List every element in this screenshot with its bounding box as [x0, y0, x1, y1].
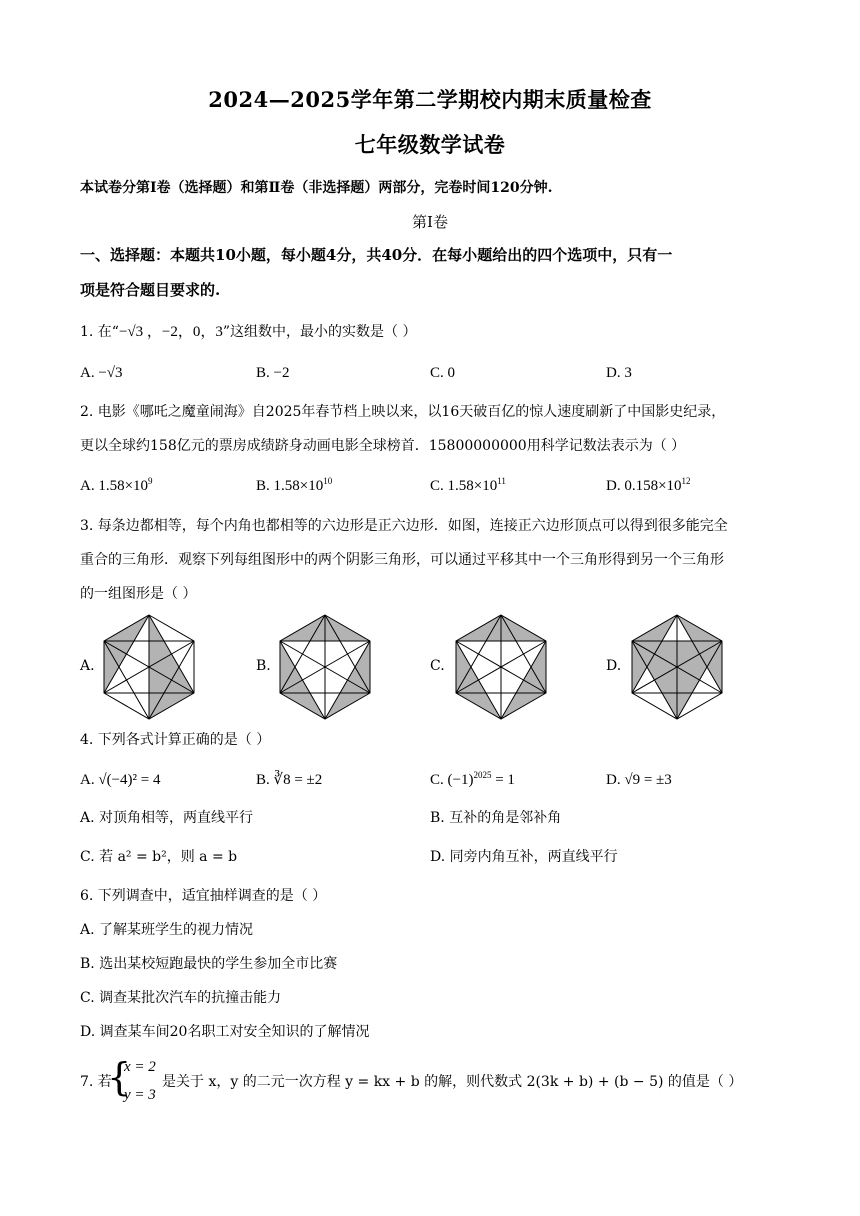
q4-option-a[interactable]: A. √(−4)² = 4: [80, 772, 161, 788]
q1-post: ”这组数中，最小的实数是（ ）: [222, 324, 417, 340]
q3-stem-line3: 的一组图形是（ ）: [80, 586, 197, 602]
q5-option-b[interactable]: B. 互补的角是邻补角: [430, 810, 562, 826]
q3-option-a-label[interactable]: A.: [80, 658, 95, 674]
q2-d-exp: 12: [681, 476, 691, 486]
q6-stem: 6. 下列调查中，适宜抽样调查的是（ ）: [80, 888, 327, 904]
q3-figure-a[interactable]: [94, 612, 204, 722]
q6-option-c[interactable]: C. 调查某批次汽车的抗撞击能力: [80, 990, 282, 1006]
q2-b-exp: 10: [323, 476, 333, 486]
section-title: 第Ⅰ卷: [412, 213, 448, 231]
q4-option-b[interactable]: B. ∛8 = ±2: [256, 772, 323, 788]
q2-stem-line2: 更以全球约158亿元的票房成绩跻身动画电影全球榜首．15800000000用科学记数法表示为（ ）: [80, 438, 686, 454]
q1-pre: 1. 在“: [80, 324, 119, 340]
q7-brace: {: [107, 1055, 132, 1099]
q7-post: 是关于 x，y 的二元一次方程 y = kx + b 的解，则代数式 2(3k + b) + (b − 5) 的值是（ ）: [162, 1074, 743, 1090]
q3-option-b-label[interactable]: B.: [256, 658, 271, 674]
q2-option-b[interactable]: [256, 476, 332, 496]
q3-figure-b[interactable]: [270, 612, 380, 722]
q4-stem: 4. 下列各式计算正确的是（ ）: [80, 732, 271, 748]
q3-figure-c[interactable]: [446, 612, 556, 722]
q7-eq1: x = 2: [124, 1059, 156, 1075]
q1-stem: [80, 322, 416, 342]
q4-c-exp: 2025: [473, 770, 492, 780]
q3-stem-line1: 3. 每条边都相等，每个内角也都相等的六边形是正六边形．如图，连接正六边形顶点可以得到很多能完全: [80, 518, 728, 534]
q5-option-c[interactable]: C. 若 a² = b²，则 a = b: [80, 849, 238, 865]
q3-option-c-label[interactable]: C.: [430, 658, 445, 674]
q1-option-a[interactable]: A. −√3: [80, 365, 123, 381]
q3-stem-line2: 重合的三角形．观察下列每组图形中的两个阴影三角形，可以通过平移其中一个三角形得到另一个三角形: [80, 552, 724, 568]
q4-option-d[interactable]: D. √9 = ±3: [606, 772, 672, 788]
q2-option-c[interactable]: [430, 476, 506, 496]
q6-option-a[interactable]: A. 了解某班学生的视力情况: [80, 922, 254, 938]
q6-option-d[interactable]: D. 调查某车间20名职工对安全知识的了解情况: [80, 1024, 370, 1040]
q2-stem-line1: 2. 电影《哪吒之魔童闹海》自2025年春节档上映以来，以16天破百亿的惊人速度刷新了中国影史纪录，: [80, 404, 726, 420]
q2-d-base: D. 0.158×10: [606, 478, 682, 494]
q1-terms: −√3 ，−2，0，3: [118, 324, 223, 340]
part-heading-line1: 一、选择题：本题共10小题，每小题4分，共40分．在每小题给出的四个选项中，只有一: [80, 246, 673, 264]
q6-option-b[interactable]: B. 选出某校短跑最快的学生参加全市比赛: [80, 956, 338, 972]
q4-c-base: C. (−1): [430, 772, 474, 788]
q2-a-exp: 9: [148, 476, 153, 486]
exam-title: 2024—2025学年第二学期校内期末质量检查: [208, 87, 652, 112]
q3-option-d-label[interactable]: D.: [606, 658, 622, 674]
q2-c-base: C. 1.58×10: [430, 478, 498, 494]
q5-option-a[interactable]: A. 对顶角相等，两直线平行: [80, 810, 254, 826]
q2-a-base: A. 1.58×10: [80, 478, 149, 494]
q5-option-d[interactable]: D. 同旁内角互补，两直线平行: [430, 849, 618, 865]
q2-option-d[interactable]: [606, 476, 691, 496]
q1-option-b[interactable]: B. −2: [256, 365, 290, 381]
q4-c-tail: = 1: [491, 772, 515, 788]
shaded-triangle: [149, 615, 194, 719]
q3-figure-d[interactable]: [622, 612, 732, 722]
exam-intro: 本试卷分第Ⅰ卷（选择题）和第Ⅱ卷（非选择题）两部分，完卷时间120分钟.: [80, 180, 553, 196]
q4-option-c[interactable]: [430, 770, 515, 790]
q2-c-exp: 11: [497, 476, 506, 486]
q7-eq2: y = 3: [124, 1087, 156, 1103]
q1-option-c[interactable]: C. 0: [430, 365, 456, 381]
exam-subtitle: 七年级数学试卷: [354, 132, 506, 157]
q2-option-a[interactable]: [80, 476, 153, 496]
q1-option-d[interactable]: D. 3: [606, 365, 632, 381]
q2-b-base: B. 1.58×10: [256, 478, 324, 494]
part-heading-line2: 项是符合题目要求的.: [80, 281, 221, 299]
q7-pre: 7. 若: [80, 1074, 112, 1090]
